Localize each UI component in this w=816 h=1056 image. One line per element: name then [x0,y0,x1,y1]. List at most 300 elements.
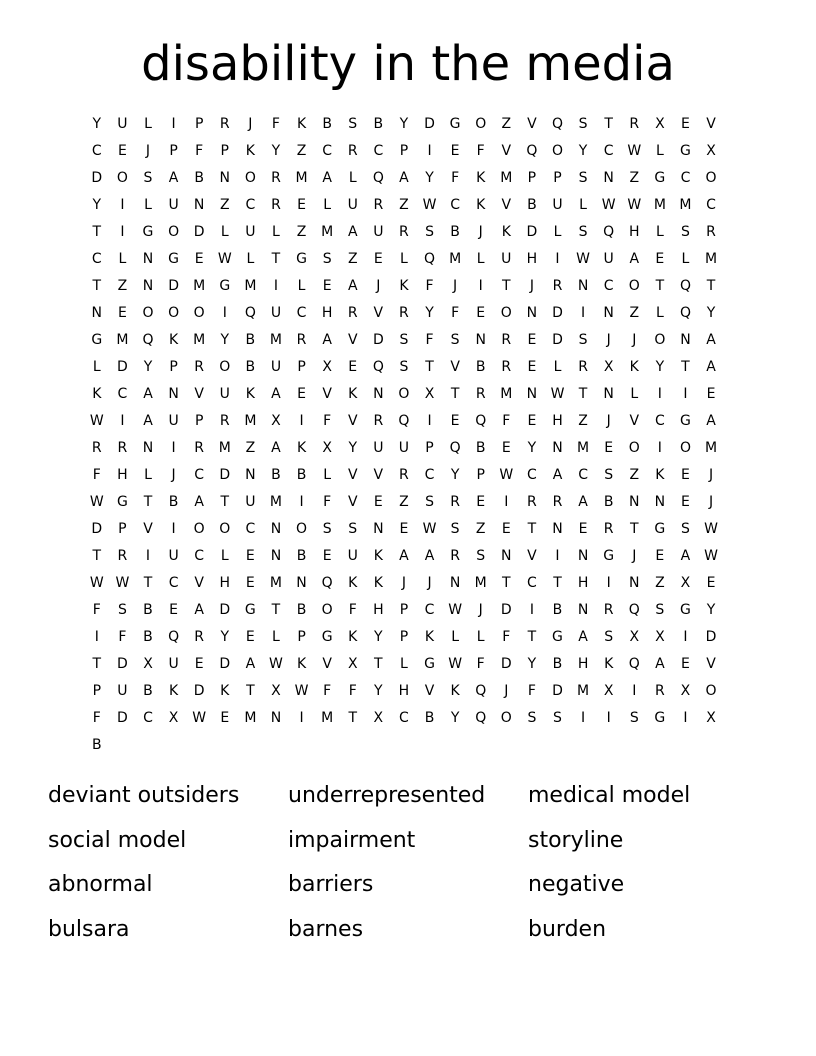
grid-letter: A [706,359,716,375]
grid-letter: T [374,656,383,672]
grid-letter: U [245,224,256,240]
grid-letter: U [347,548,358,564]
grid-letter: L [400,656,408,672]
grid-letter: R [552,278,563,294]
grid-letter: R [399,467,409,483]
grid-letter: E [245,575,255,591]
grid-letter: S [553,710,562,726]
grid-letter: X [706,710,716,726]
grid-letter: B [603,494,614,510]
grid-letter: O [219,521,231,537]
grid-letter: F [92,467,101,483]
grid-letter: I [120,224,125,240]
grid-letter: R [194,359,205,375]
grid-letter: P [194,413,204,429]
grid-letter: S [450,332,460,348]
word-list-item: deviant outsiders [48,783,240,808]
grid-letter: E [194,251,204,267]
grid-letter: R [91,440,102,456]
grid-letter: O [705,683,717,699]
grid-letter: Q [424,251,436,267]
grid-letter: O [551,143,563,159]
grid-letter: U [219,386,230,402]
grid-letter: I [222,305,227,321]
grid-letter: D [552,683,563,699]
grid-letter: N [142,278,154,294]
grid-letter: Z [347,251,358,267]
grid-letter: T [706,278,716,294]
grid-letter: O [193,521,205,537]
grid-letter: L [144,116,152,132]
grid-letter: M [269,332,282,348]
grid-letter: F [323,413,332,429]
grid-letter: B [373,116,384,132]
grid-letter: C [194,548,205,564]
grid-letter: I [427,413,432,429]
grid-letter: J [427,575,432,591]
grid-letter: E [706,575,716,591]
grid-letter: G [424,656,435,672]
grid-letter: K [424,629,435,645]
grid-letter: D [424,116,435,132]
grid-letter: J [478,602,483,618]
grid-letter: X [271,683,281,699]
grid-letter: K [296,116,307,132]
grid-letter: M [474,575,487,591]
grid-letter: N [501,548,512,564]
grid-letter: Z [245,440,256,456]
grid-letter: U [168,413,179,429]
grid-letter: A [680,548,691,564]
grid-letter: S [681,224,690,240]
grid-letter: V [527,116,537,132]
grid-letter: R [347,305,358,321]
grid-letter: E [450,413,460,429]
grid-letter: V [527,548,537,564]
grid-letter: R [629,116,640,132]
grid-letter: N [270,548,282,564]
grid-letter: D [552,332,563,348]
grid-letter: H [577,575,589,591]
grid-letter: O [142,305,154,321]
grid-letter: O [500,710,512,726]
grid-letter: M [218,440,231,456]
grid-letter: R [271,170,281,186]
grid-letter: P [297,359,306,375]
grid-letter: K [450,683,460,699]
grid-letter: N [577,602,589,618]
grid-letter: X [322,359,332,375]
grid-letter: L [630,386,639,402]
grid-letter: D [526,224,538,240]
grid-letter: A [655,656,665,672]
grid-letter: V [194,386,204,402]
grid-letter: D [117,359,128,375]
grid-letter: H [577,656,589,672]
grid-letter: Z [219,197,230,213]
grid-letter: W [550,386,565,402]
grid-letter: S [450,521,460,537]
grid-letter: J [504,683,509,699]
word-list-item: negative [528,872,625,897]
grid-letter: J [632,332,637,348]
grid-letter: J [453,278,458,294]
grid-letter: E [373,251,383,267]
grid-letter: U [501,251,512,267]
grid-letter: C [322,143,333,159]
grid-letter: M [577,683,590,699]
grid-letter: J [401,575,406,591]
grid-letter: M [500,386,513,402]
grid-letter: P [118,521,127,537]
grid-letter: N [629,575,640,591]
grid-letter: A [245,656,256,672]
grid-letter: M [449,251,462,267]
grid-letter: M [193,332,206,348]
grid-letter: E [348,359,358,375]
grid-letter: C [706,197,716,213]
grid-letter: M [500,170,513,186]
grid-letter: E [245,629,255,645]
grid-letter: S [527,710,537,726]
grid-letter: K [348,386,358,402]
grid-letter: R [194,629,205,645]
grid-letter: T [604,116,613,132]
grid-letter: T [553,575,562,591]
grid-letter: X [603,683,614,699]
grid-letter: B [322,116,332,132]
grid-letter: K [373,548,383,564]
grid-letter: Y [374,629,383,645]
grid-letter: C [654,413,665,429]
grid-letter: T [450,386,460,402]
grid-letter: O [500,305,512,321]
grid-letter: H [219,575,231,591]
grid-letter: L [681,251,690,267]
grid-letter: O [628,278,640,294]
grid-letter: E [169,602,178,618]
grid-letter: G [680,143,691,159]
grid-letter: Z [629,170,640,186]
grid-letter: I [529,602,534,618]
grid-letter: B [296,467,307,483]
grid-letter: T [92,278,102,294]
grid-letter: U [347,197,358,213]
grid-letter: Z [399,197,409,213]
grid-letter: B [245,359,256,375]
grid-letter: E [604,440,614,456]
grid-letter: Z [475,521,486,537]
grid-letter: I [606,710,611,726]
grid-letter: X [322,440,332,456]
grid-letter: F [118,629,127,645]
grid-letter: E [527,413,537,429]
grid-letter: S [399,359,409,375]
grid-letter: C [603,278,614,294]
grid-letter: R [117,440,128,456]
grid-letter: D [219,656,231,672]
grid-letter: C [245,197,256,213]
grid-letter: Y [220,332,230,348]
grid-letter: D [705,629,717,645]
grid-letter: I [273,278,279,294]
grid-letter: U [270,359,282,375]
grid-letter: C [143,710,153,726]
grid-letter: T [502,575,511,591]
grid-letter: K [92,386,102,402]
grid-letter: X [603,359,614,375]
grid-letter: Q [679,305,691,321]
grid-letter: A [194,494,204,510]
grid-letter: R [373,413,384,429]
grid-letter: E [527,359,537,375]
grid-letter: Y [450,710,460,726]
grid-letter: F [527,683,536,699]
grid-letter: F [476,143,485,159]
grid-letter: G [321,629,333,645]
grid-letter: H [117,467,128,483]
grid-letter: F [348,602,357,618]
grid-letter: U [168,197,179,213]
grid-letter: S [348,521,358,537]
grid-letter: M [295,170,308,186]
grid-letter: H [373,602,384,618]
grid-letter: I [581,305,586,321]
grid-letter: L [272,629,280,645]
grid-letter: I [145,548,151,564]
grid-letter: N [603,305,614,321]
grid-letter: T [92,548,102,564]
grid-letter: P [399,629,409,645]
grid-letter: G [219,278,231,294]
grid-letter: S [604,467,614,483]
grid-letter: Z [629,305,640,321]
grid-letter: G [603,548,615,564]
grid-letter: E [297,197,306,213]
grid-letter: T [655,278,665,294]
grid-letter: W [269,656,283,672]
grid-letter: J [145,143,151,159]
grid-letter: F [195,143,204,159]
grid-letter: Z [399,494,409,510]
grid-letter: D [168,278,179,294]
grid-letter: K [296,440,307,456]
grid-letter: V [143,521,153,537]
grid-letter: O [116,170,128,186]
grid-letter: O [398,386,410,402]
grid-letter: G [552,629,563,645]
word-list-item: social model [48,827,187,853]
grid-letter: E [297,386,306,402]
grid-letter: C [603,143,614,159]
grid-letter: C [450,197,460,213]
grid-letter: Y [655,359,665,375]
grid-letter: R [603,602,614,618]
grid-letter: O [193,305,205,321]
grid-letter: X [655,116,665,132]
grid-letter: E [373,494,383,510]
grid-letter: C [680,170,691,186]
grid-letter: B [450,224,460,240]
grid-letter: L [246,251,255,267]
grid-letter: T [220,494,230,510]
grid-letter: R [219,413,230,429]
grid-letter: K [501,224,511,240]
grid-letter: L [476,251,485,267]
grid-letter: O [321,602,333,618]
grid-letter: U [168,548,179,564]
grid-letter: T [425,359,434,375]
grid-letter: K [348,575,358,591]
grid-letter: N [526,305,538,321]
grid-letter: S [117,602,127,618]
grid-letter: J [708,467,714,483]
grid-letter: I [657,386,662,402]
grid-letter: J [171,467,176,483]
grid-letter: W [89,575,104,591]
grid-letter: E [578,521,588,537]
grid-letter: R [296,332,307,348]
grid-letter: U [603,251,614,267]
grid-letter: D [91,521,103,537]
grid-letter: L [272,224,280,240]
grid-letter: B [143,602,153,618]
grid-letter: B [271,467,281,483]
grid-letter: F [502,629,511,645]
grid-letter: S [578,170,588,186]
grid-letter: J [478,224,483,240]
grid-letter: V [347,413,358,429]
grid-letter: K [399,278,409,294]
grid-letter: R [399,224,409,240]
grid-letter: N [219,170,230,186]
grid-letter: L [297,278,306,294]
grid-letter: A [322,332,332,348]
grid-letter: I [427,143,432,159]
grid-letter: B [475,440,486,456]
grid-letter: L [220,224,229,240]
grid-letter: S [578,116,588,132]
grid-letter: A [271,386,281,402]
word-list-item: abnormal [48,872,153,897]
grid-letter: C [91,143,102,159]
grid-letter: S [476,548,486,564]
grid-letter: N [475,332,486,348]
grid-letter: D [117,710,128,726]
grid-letter: A [552,467,563,483]
grid-letter: N [552,521,563,537]
grid-letter: R [450,548,460,564]
grid-letter: P [399,602,409,618]
grid-letter: T [527,521,537,537]
grid-letter: W [627,143,642,159]
grid-letter: P [527,170,537,186]
grid-letter: I [171,521,176,537]
grid-letter: K [220,683,230,699]
grid-letter: Z [296,224,307,240]
grid-letter: D [193,683,205,699]
grid-letter: G [91,332,103,348]
grid-letter: T [681,359,690,375]
grid-letter: E [476,494,486,510]
grid-letter: K [476,170,486,186]
grid-letter: W [627,197,642,213]
grid-letter: K [245,143,255,159]
grid-letter: A [424,548,435,564]
grid-letter: W [294,683,309,699]
grid-letter: Y [450,467,460,483]
grid-letter: F [451,305,460,321]
grid-letter: L [451,629,460,645]
grid-letter: H [629,224,640,240]
grid-letter: W [89,413,104,429]
grid-letter: P [476,467,485,483]
grid-letter: A [322,170,332,186]
grid-letter: P [425,440,434,456]
grid-letter: T [527,629,537,645]
grid-letter: U [398,440,410,456]
grid-letter: X [168,710,179,726]
grid-letter: Q [475,413,487,429]
grid-letter: S [348,116,358,132]
grid-letter: E [322,548,332,564]
grid-letter: G [116,494,128,510]
grid-letter: V [347,467,358,483]
grid-letter: L [553,359,562,375]
grid-letter: T [143,575,153,591]
grid-letter: A [399,170,409,186]
grid-letter: P [297,629,306,645]
grid-letter: M [679,197,692,213]
grid-letter: J [606,332,611,348]
grid-letter: C [91,251,102,267]
grid-letter: I [120,413,125,429]
grid-letter: P [169,359,178,375]
grid-letter: Y [374,683,383,699]
grid-letter: X [680,575,691,591]
grid-letter: Y [271,143,281,159]
grid-letter: V [347,494,358,510]
grid-letter: K [373,575,383,591]
grid-letter: V [322,656,332,672]
grid-letter: S [143,170,153,186]
grid-letter: G [654,170,666,186]
grid-letter: B [552,656,563,672]
grid-letter: E [681,494,690,510]
grid-letter: T [271,602,281,618]
grid-letter: P [92,683,102,699]
grid-letter: I [171,116,176,132]
grid-letter: O [654,332,666,348]
grid-letter: Q [526,143,538,159]
grid-letter: L [348,170,357,186]
grid-letter: N [193,197,205,213]
grid-letter: I [555,548,560,564]
grid-letter: L [400,251,408,267]
grid-letter: A [347,224,358,240]
grid-letter: Z [578,413,588,429]
grid-letter: O [168,224,180,240]
word-list-item: impairment [288,827,416,853]
word-list-item: burden [528,916,607,942]
grid-letter: D [552,305,563,321]
grid-letter: I [657,440,662,456]
grid-letter: S [322,521,332,537]
grid-letter: Y [425,170,434,186]
grid-letter: G [244,602,256,618]
grid-letter: E [245,548,255,564]
grid-letter: L [655,224,664,240]
